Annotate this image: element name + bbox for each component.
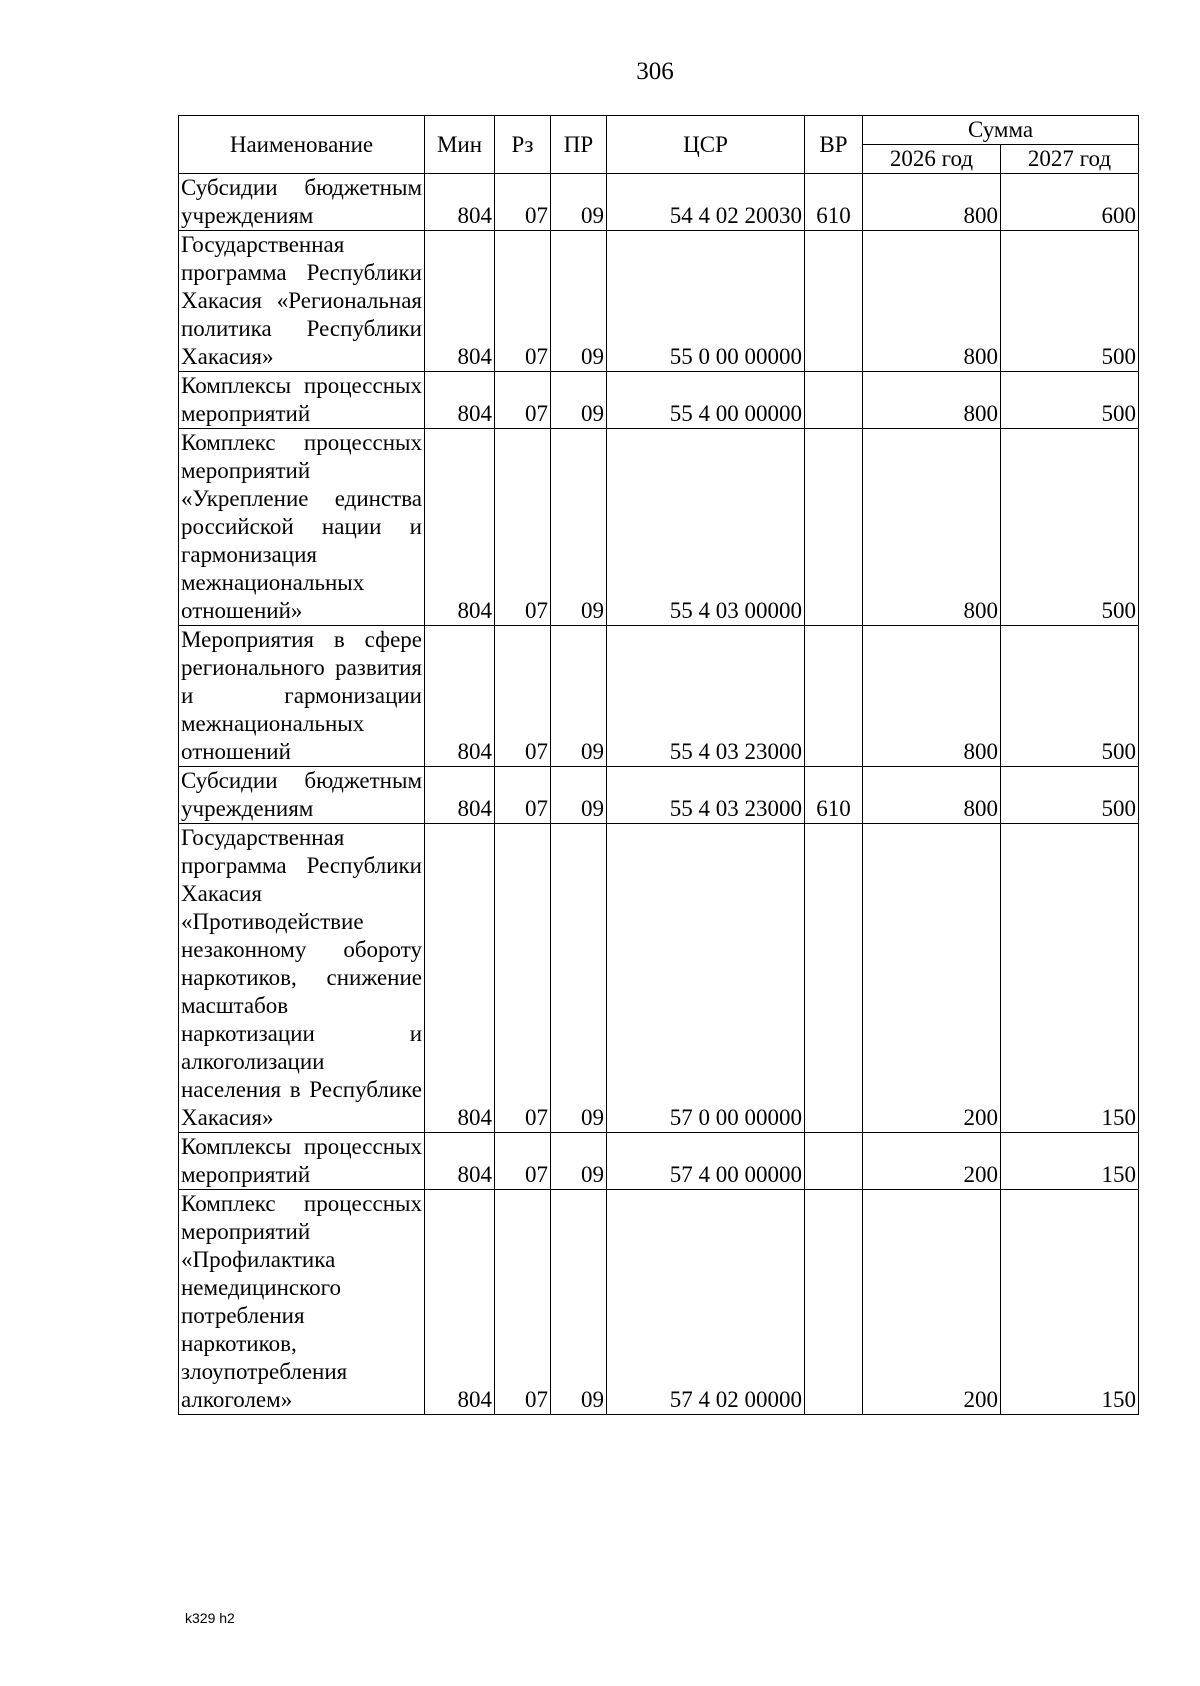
row-csr: 55 4 03 23000 xyxy=(607,767,805,824)
row-name: Субсидии бюджетным учреждениям xyxy=(179,767,425,824)
row-2027: 150 xyxy=(1001,824,1139,1133)
header-2027: 2027 год xyxy=(1001,145,1139,174)
row-name: Субсидии бюджетным учреждениям xyxy=(179,174,425,231)
row-rz: 07 xyxy=(495,174,551,231)
row-2027: 500 xyxy=(1001,231,1139,372)
row-vr xyxy=(805,1133,863,1190)
header-min: Мин xyxy=(425,116,495,174)
row-pr: 09 xyxy=(551,231,607,372)
row-2026: 800 xyxy=(863,231,1001,372)
header-rz: Рз xyxy=(495,116,551,174)
header-vr: ВР xyxy=(805,116,863,174)
row-name: Комплекс процессных мероприятий «Профилактика немедицинского потребления наркотиков, злоупотребления алкоголем» xyxy=(179,1190,425,1415)
row-min: 804 xyxy=(425,429,495,626)
row-pr: 09 xyxy=(551,626,607,767)
row-vr xyxy=(805,824,863,1133)
row-name: Комплексы процессных мероприятий xyxy=(179,372,425,429)
row-2027: 500 xyxy=(1001,372,1139,429)
row-vr xyxy=(805,231,863,372)
row-name: Комплекс процессных мероприятий «Укрепление единства российской нации и гармонизация межнациональных отношений» xyxy=(179,429,425,626)
row-csr: 55 4 00 00000 xyxy=(607,372,805,429)
row-csr: 57 0 00 00000 xyxy=(607,824,805,1133)
header-sum: Сумма xyxy=(863,116,1139,145)
row-name: Государственная программа Республики Хакасия «Противодействие незаконному обороту наркотиков, снижение масштабов наркотизации и алкоголизации населения в Республике Хакасия» xyxy=(179,824,425,1133)
row-2026: 800 xyxy=(863,372,1001,429)
row-min: 804 xyxy=(425,1133,495,1190)
row-rz: 07 xyxy=(495,1133,551,1190)
row-rz: 07 xyxy=(495,767,551,824)
row-2027: 500 xyxy=(1001,429,1139,626)
row-min: 804 xyxy=(425,1190,495,1415)
row-pr: 09 xyxy=(551,1190,607,1415)
header-name: Наименование xyxy=(179,116,425,174)
header-row xyxy=(179,116,1139,145)
row-rz: 07 xyxy=(495,231,551,372)
row-rz: 07 xyxy=(495,429,551,626)
row-vr xyxy=(805,429,863,626)
footer-code: k329 h2 xyxy=(185,1610,235,1626)
row-rz: 07 xyxy=(495,824,551,1133)
table-row xyxy=(179,1133,1139,1190)
row-name: Государственная программа Республики Хакасия «Региональная политика Республики Хакасия» xyxy=(179,231,425,372)
header-csr: ЦСР xyxy=(607,116,805,174)
header-pr: ПР xyxy=(551,116,607,174)
row-csr: 57 4 00 00000 xyxy=(607,1133,805,1190)
row-vr xyxy=(805,626,863,767)
row-rz: 07 xyxy=(495,1190,551,1415)
row-pr: 09 xyxy=(551,1133,607,1190)
row-2026: 800 xyxy=(863,626,1001,767)
row-pr: 09 xyxy=(551,429,607,626)
table-row xyxy=(179,231,1139,372)
row-2027: 500 xyxy=(1001,767,1139,824)
page-number: 306 xyxy=(636,58,674,85)
row-rz: 07 xyxy=(495,372,551,429)
row-2027: 150 xyxy=(1001,1190,1139,1415)
row-min: 804 xyxy=(425,174,495,231)
row-pr: 09 xyxy=(551,174,607,231)
row-2026: 200 xyxy=(863,824,1001,1133)
table-row xyxy=(179,1190,1139,1415)
budget-table xyxy=(178,115,1139,1415)
table-row xyxy=(179,372,1139,429)
row-2026: 800 xyxy=(863,174,1001,231)
row-csr: 57 4 02 00000 xyxy=(607,1190,805,1415)
row-2026: 800 xyxy=(863,767,1001,824)
row-2027: 600 xyxy=(1001,174,1139,231)
table-row xyxy=(179,626,1139,767)
row-rz: 07 xyxy=(495,626,551,767)
row-pr: 09 xyxy=(551,372,607,429)
row-2026: 200 xyxy=(863,1190,1001,1415)
row-name: Комплексы процессных мероприятий xyxy=(179,1133,425,1190)
row-min: 804 xyxy=(425,231,495,372)
row-vr xyxy=(805,1190,863,1415)
row-min: 804 xyxy=(425,824,495,1133)
row-csr: 55 4 03 23000 xyxy=(607,626,805,767)
row-2026: 800 xyxy=(863,429,1001,626)
table-row xyxy=(179,174,1139,231)
row-pr: 09 xyxy=(551,767,607,824)
table-row xyxy=(179,429,1139,626)
row-2026: 200 xyxy=(863,1133,1001,1190)
row-csr: 55 4 03 00000 xyxy=(607,429,805,626)
row-min: 804 xyxy=(425,767,495,824)
table-row xyxy=(179,824,1139,1133)
header-2026: 2026 год xyxy=(863,145,1001,174)
row-csr: 54 4 02 20030 xyxy=(607,174,805,231)
row-vr: 610 xyxy=(805,767,863,824)
row-2027: 500 xyxy=(1001,626,1139,767)
row-min: 804 xyxy=(425,372,495,429)
row-vr: 610 xyxy=(805,174,863,231)
row-vr xyxy=(805,372,863,429)
row-2027: 150 xyxy=(1001,1133,1139,1190)
row-pr: 09 xyxy=(551,824,607,1133)
row-name: Мероприятия в сфере регионального развития и гармонизации межнациональных отношений xyxy=(179,626,425,767)
row-min: 804 xyxy=(425,626,495,767)
table-row xyxy=(179,767,1139,824)
row-csr: 55 0 00 00000 xyxy=(607,231,805,372)
